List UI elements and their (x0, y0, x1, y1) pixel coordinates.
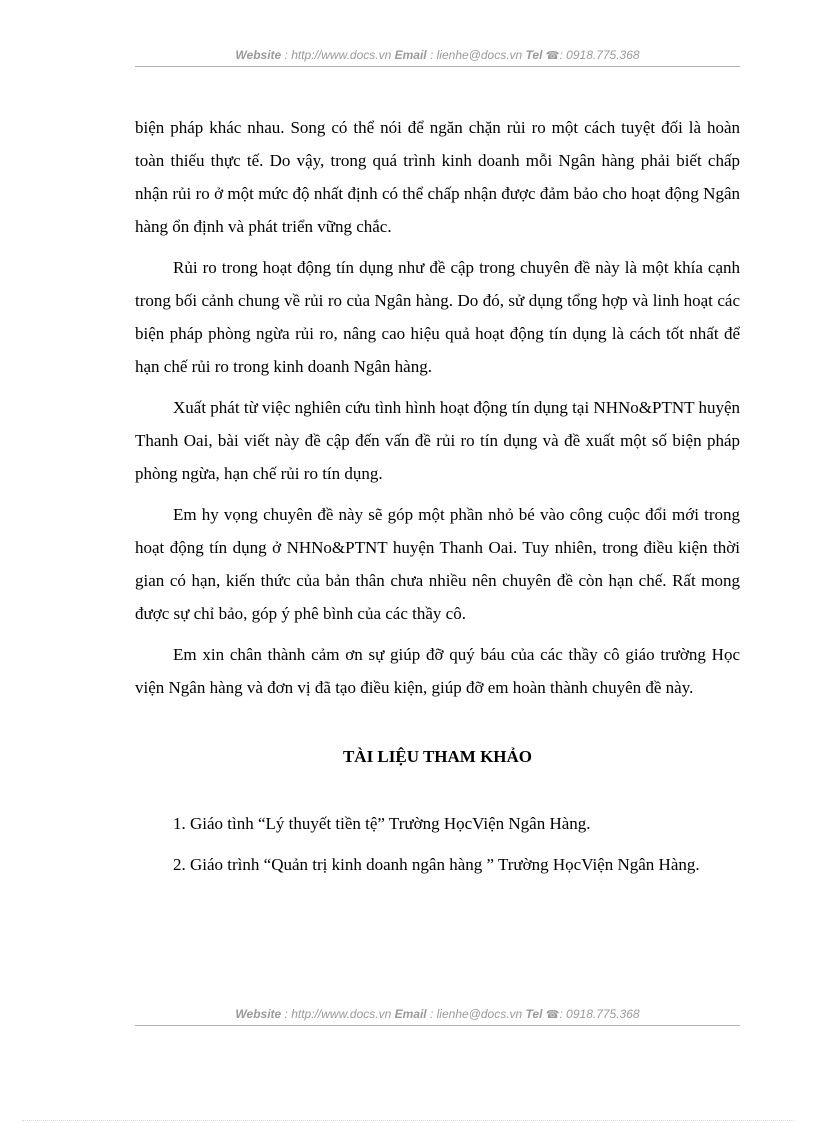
footer-divider (135, 1025, 740, 1026)
page-footer (135, 1007, 740, 1026)
footer-tel-label: Tel (525, 1007, 543, 1021)
footer-email-label: Email (394, 1007, 427, 1021)
page-bottom-edge (22, 1120, 794, 1121)
references-list (135, 807, 740, 881)
header-divider (135, 66, 740, 67)
header-website-label: Website (235, 48, 282, 62)
header-tel-value: : 0918.775.368 (559, 48, 640, 62)
page-header (135, 48, 740, 67)
header-website-url[interactable]: : http://www.docs.vn (284, 48, 392, 62)
paragraph-3: Xuất phát từ việc nghiên cứu tình hình hoạt động tín dụng tại NHNo&PTNT huyện Thanh Oai, bài viết này đề cập đến vấn đề rủi ro tín dụng và đề xuất một số biện pháp phòng ngừa, hạn chế rủi ro tín dụng. (135, 398, 740, 483)
header-email-label: Email (394, 48, 427, 62)
paragraph-2: Rủi ro trong hoạt động tín dụng như đề cập trong chuyên đề này là một khía cạnh trong bối cảnh chung về rủi ro của Ngân hàng. Do đó, sử dụng tổng hợp và linh hoạt các biện pháp phòng ngừa rủi ro, nâng cao hiệu quả hoạt động tín dụng là cách tốt nhất để hạn chế rủi ro trong kinh doanh Ngân hàng. (135, 258, 740, 376)
paragraph-4: Em hy vọng chuyên đề này sẽ góp một phần nhỏ bé vào công cuộc đổi mới trong hoạt động tín dụng ở NHNo&PTNT huyện Thanh Oai. Tuy nhiên, trong điều kiện thời gian có hạn, kiến thức của bản thân chưa nhiều nên chuyên đề còn hạn chế. Rất mong được sự chỉ bảo, góp ý phê bình của các thầy cô. (135, 505, 740, 623)
paragraph-1: biện pháp khác nhau. Song có thể nói để ngăn chặn rủi ro một cách tuyệt đối là hoàn toàn thiếu thực tế. Do vậy, trong quá trình kinh doanh mỗi Ngân hàng phải biết chấp nhận rủi ro ở một mức độ nhất định có thể chấp nhận được đảm bảo cho hoạt động Ngân hàng ổn định và phát triển vững chắc. (135, 118, 740, 236)
document-body (135, 111, 740, 889)
paragraph-5: Em xin chân thành cảm ơn sự giúp đỡ quý báu của các thầy cô giáo trường Học viện Ngân hàng và đơn vị đã tạo điều kiện, giúp đỡ em hoàn thành chuyên đề này. (135, 645, 740, 697)
phone-icon: ☎ (545, 50, 560, 62)
footer-website-label: Website (235, 1007, 282, 1021)
reference-item-2: 2. Giáo trình “Quản trị kinh doanh ngân hàng ” Trường HọcViện Ngân Hàng. (173, 855, 700, 874)
footer-website-url[interactable]: : http://www.docs.vn (284, 1007, 392, 1021)
reference-item-1: 1. Giáo tình “Lý thuyết tiền tệ” Trường HọcViện Ngân Hàng. (173, 814, 591, 833)
references-heading: TÀI LIỆU THAM KHẢO (342, 747, 533, 766)
footer-email-value[interactable]: : lienhe@docs.vn (429, 1007, 523, 1021)
phone-icon: ☎ (545, 1009, 560, 1021)
footer-tel-value: : 0918.775.368 (559, 1007, 640, 1021)
header-email-value[interactable]: : lienhe@docs.vn (429, 48, 523, 62)
header-tel-label: Tel (525, 48, 543, 62)
